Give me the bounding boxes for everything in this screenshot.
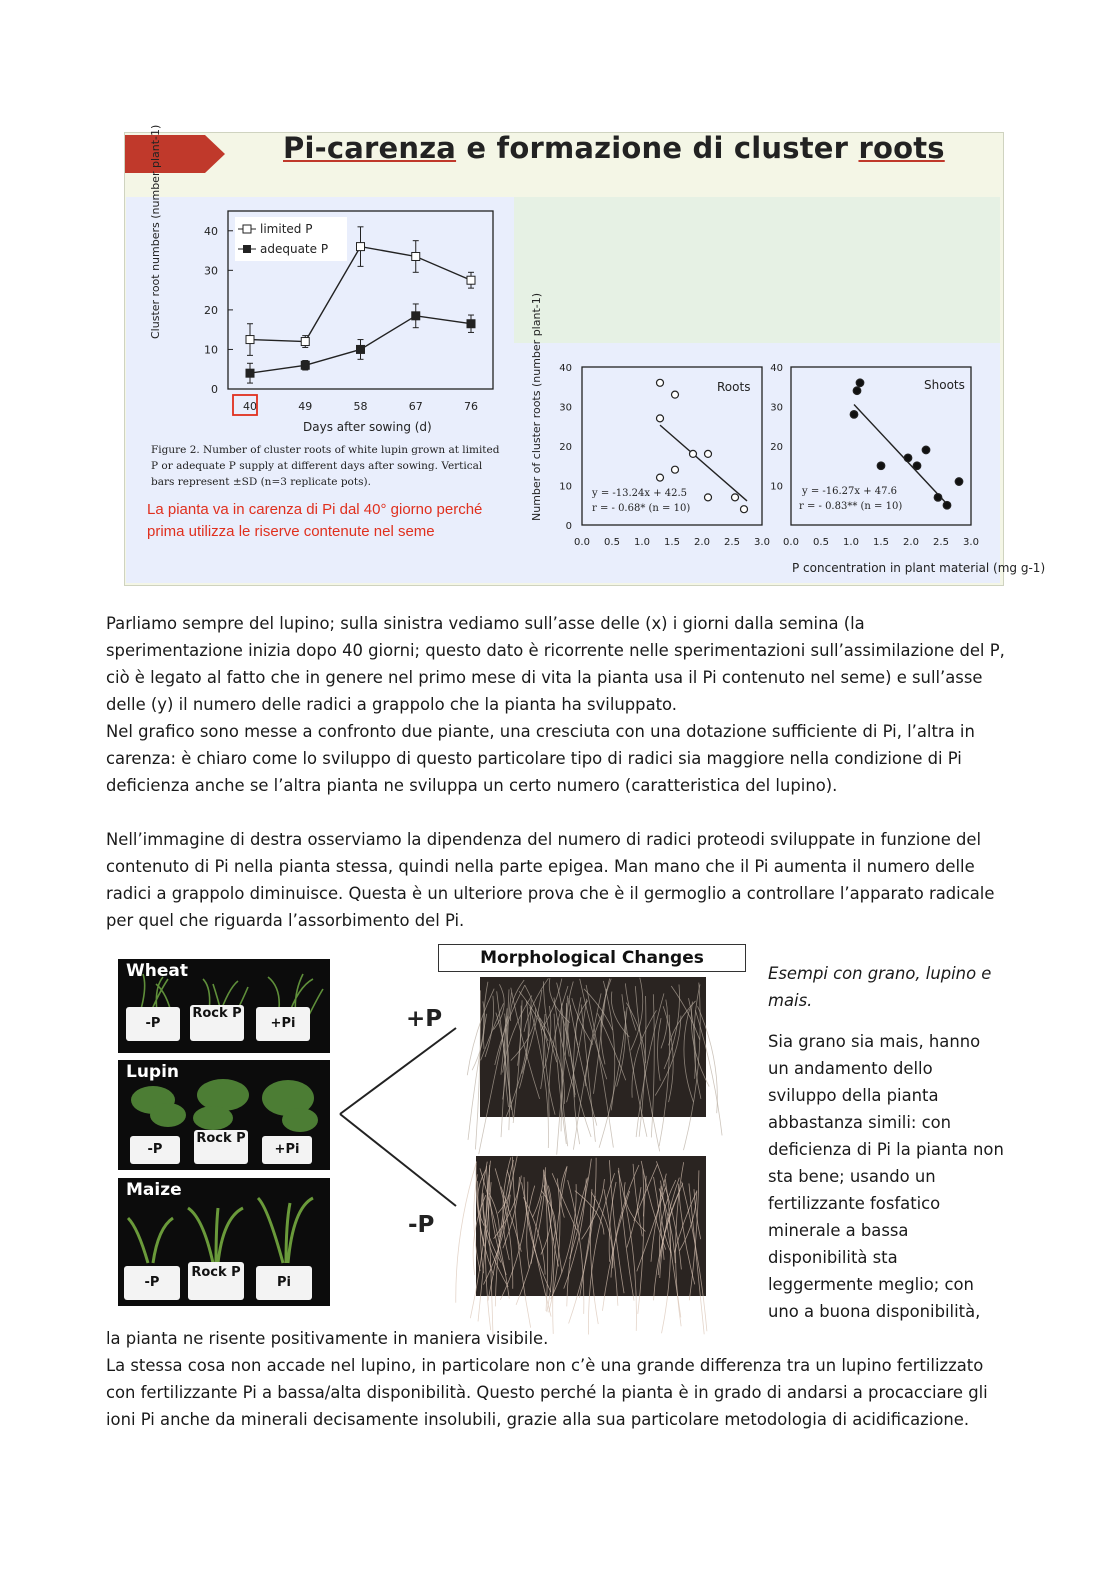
scatter-ylabel: Number of cluster roots (number plant-1) xyxy=(530,292,543,521)
wheat-pot-minus-p: -P xyxy=(126,1007,180,1041)
legend-limited-p: limited P xyxy=(260,222,313,236)
line-chart-xlabel: Days after sowing (d) xyxy=(303,420,432,434)
root-strand xyxy=(494,1176,522,1239)
paragraph-4b: La stessa cosa non accade nel lupino, in particolare non c’è una grande differenza tra un lupino fertilizzato con fertilizzante Pi a bassa/alta disponibilità. Questo perché la pianta è in grado di andarsi a procacciare gli ioni Pi anche da minerali decisamente insolubili, grazie alla sua particolare metodologia di acidificazione. xyxy=(106,1356,988,1429)
root-strand xyxy=(651,1174,666,1262)
shoots-plot-title: Shoots xyxy=(924,378,965,392)
legend-marker-adequate xyxy=(243,245,251,253)
slide-note-red: La pianta va in carenza di Pi dal 40° giorno perché prima utilizza le riserve contenute nel seme xyxy=(147,501,483,540)
maize-pot-rock-p: Rock P xyxy=(188,1262,244,1300)
shoots-point xyxy=(913,462,921,470)
root-strand xyxy=(531,1196,542,1264)
root-strand xyxy=(522,990,542,1074)
scatter-y-tick: 40 xyxy=(559,363,572,374)
root-strand xyxy=(599,1007,627,1148)
scatter-x-tick: 2.0 xyxy=(694,537,710,548)
title-pi-carenza: Pi-carenza xyxy=(283,131,457,165)
scatter-x-tick: 1.5 xyxy=(873,537,889,548)
root-strand xyxy=(663,1006,673,1102)
root-strand xyxy=(661,1000,667,1049)
wheat-pot-plus-pi: +Pi xyxy=(256,1007,310,1041)
x-tick-label: 58 xyxy=(353,400,368,413)
scatter-x-tick: 2.5 xyxy=(933,537,949,548)
limited-p-point xyxy=(412,252,420,260)
shoots-r-value: r = - 0.83** (n = 10) xyxy=(799,501,903,512)
figure-caption: Figure 2. Number of cluster roots of white lupin grown at limited P or adequate P supply at different days after sowing. Vertical bars represent ±SD (n=3 replicate pots). xyxy=(151,444,500,488)
scatter-axes xyxy=(559,363,979,548)
scatter-y-tick: 20 xyxy=(770,442,783,453)
limited-p-point xyxy=(357,243,365,251)
shoots-point xyxy=(904,454,912,462)
root-strand xyxy=(624,1182,645,1231)
shoots-point xyxy=(922,446,930,454)
lupin-photo xyxy=(118,1060,330,1170)
roots-point xyxy=(672,391,679,398)
y-tick-label: 20 xyxy=(204,303,218,317)
x-tick-label: 67 xyxy=(408,400,423,413)
scatter-x-tick: 0.0 xyxy=(574,537,590,548)
roots-point xyxy=(690,450,697,457)
scatter-y-tick: 30 xyxy=(559,402,572,414)
shoots-point xyxy=(877,462,885,470)
shoots-point xyxy=(943,501,951,509)
roots-point xyxy=(657,415,664,422)
roots-point xyxy=(732,494,739,501)
root-strand xyxy=(636,993,664,1137)
roots-equation: y = -13.24x + 42.5 xyxy=(592,488,688,499)
adequate-p-point xyxy=(246,369,254,377)
line-chart-x-ticks xyxy=(243,400,478,413)
y-tick-label: 10 xyxy=(204,343,218,357)
body-block-2 xyxy=(106,826,1006,934)
root-strand xyxy=(575,1191,604,1235)
y-tick-label: 40 xyxy=(204,224,218,238)
side-paragraph: Sia grano sia mais, hanno un andamento dello sviluppo della pianta abbastanza simili: con deficienza di Pi la pianta non sta bene; usando un fertilizzante fosfatico minerale a bassa disponibilità sta leggermente meglio; con uno a buona disponibilità, xyxy=(768,1032,1004,1321)
line-chart-ylabel: Cluster root numbers (number plant-1) xyxy=(149,124,162,339)
plus-p-label: +P xyxy=(406,1006,443,1032)
body-block-3 xyxy=(106,1325,1006,1433)
shoots-point xyxy=(850,411,858,419)
wheat-photo xyxy=(118,959,330,1053)
x-tick-label: 49 xyxy=(298,400,313,413)
limited-p-point xyxy=(246,336,254,344)
scatter-y-tick: 30 xyxy=(770,402,783,414)
paragraph-2: Nel grafico sono messe a confronto due piante, una cresciuta con una dotazione sufficiente di Pi, l’altra in carenza: è chiaro come lo sviluppo di questo particolare tipo di radici sia maggiore nella condizione di Pi deficienza anche se l’altra pianta ne sviluppa un certo numero (caratteristica del lupino). xyxy=(106,722,975,795)
scatter-x-tick: 2.5 xyxy=(724,537,740,548)
roots-point xyxy=(657,379,664,386)
scatter-y-tick: 40 xyxy=(770,363,783,374)
scatter-x-tick: 1.5 xyxy=(664,537,680,548)
root-strand xyxy=(602,1191,629,1311)
minus-p-label: -P xyxy=(408,1212,435,1238)
root-strand xyxy=(483,982,488,1049)
roots-r-value: r = - 0.68* (n = 10) xyxy=(592,503,691,514)
scatter-x-tick: 0.0 xyxy=(783,537,799,548)
scatter-charts xyxy=(514,292,1046,583)
root-strand xyxy=(625,983,636,1030)
root-strand xyxy=(695,1010,722,1135)
adequate-p-point xyxy=(301,361,309,369)
maize-label: Maize xyxy=(126,1180,182,1200)
scatter-y-tick: 10 xyxy=(770,481,783,493)
root-strand xyxy=(478,1182,491,1321)
adequate-p-point xyxy=(467,320,475,328)
root-strand xyxy=(586,985,613,1148)
scatter-x-tick: 3.0 xyxy=(754,537,770,548)
branch-lines xyxy=(334,1026,464,1226)
shoots-point xyxy=(934,494,942,502)
slide-green-panel xyxy=(514,197,1000,343)
root-strand xyxy=(557,983,564,1048)
root-strand xyxy=(485,996,493,1057)
roots-plus-p-texture xyxy=(480,977,706,1117)
scatter-y-tick: 0 xyxy=(565,521,572,532)
root-strand xyxy=(678,1184,695,1285)
lupin-label: Lupin xyxy=(126,1062,180,1082)
root-strand xyxy=(684,1009,694,1102)
scatter-x-tick: 0.5 xyxy=(813,537,829,548)
shoots-equation: y = -16.27x + 47.6 xyxy=(802,486,898,497)
scatter-xlabel: P concentration in plant material (mg g-1) xyxy=(792,561,1046,575)
lupin-pot-rock-p: Rock P xyxy=(194,1130,248,1164)
title-middle: e formazione di cluster xyxy=(456,131,859,165)
scatter-x-tick: 2.0 xyxy=(903,537,919,548)
maize-photo xyxy=(118,1178,330,1306)
y-tick-label: 30 xyxy=(204,264,218,278)
scatter-x-tick: 0.5 xyxy=(604,537,620,548)
root-strand xyxy=(619,1168,634,1301)
root-strand xyxy=(566,1003,591,1137)
y-tick-label: 0 xyxy=(211,383,218,396)
roots-point xyxy=(705,450,712,457)
root-strand xyxy=(475,990,480,1149)
body-block-1 xyxy=(106,610,1006,799)
root-strand xyxy=(604,1189,618,1305)
shoots-point xyxy=(955,478,963,486)
roots-point xyxy=(741,506,748,513)
x-tick-label: 40 xyxy=(243,400,257,413)
roots-point xyxy=(705,494,712,501)
roots-point xyxy=(672,466,679,473)
paragraph-3: Nell’immagine di destra osserviamo la dipendenza del numero di radici proteodi sviluppate in funzione del contenuto di Pi nella pianta stessa, quindi nella parte epigea. Man mano che il Pi aumenta il numero delle radici a grappolo diminuisce. Questa è un ulteriore prova che è il germoglio a controllare l’apparato radicale per quel che riguarda l’assorbimento del Pi. xyxy=(106,830,995,930)
root-strand xyxy=(659,1015,669,1147)
title-roots: roots xyxy=(858,131,945,165)
scatter-x-tick: 1.0 xyxy=(843,537,859,548)
maize-pot-minus-p: -P xyxy=(124,1266,180,1300)
slide-figure xyxy=(124,124,1046,586)
paragraph-4a: la pianta ne risente positivamente in maniera visibile. xyxy=(106,1329,549,1348)
adequate-p-point xyxy=(357,345,365,353)
limited-p-point xyxy=(467,276,475,284)
legend-adequate-p: adequate P xyxy=(260,242,329,256)
wheat-label: Wheat xyxy=(126,961,188,981)
morphological-changes-title: Morphological Changes xyxy=(438,944,746,972)
roots-minus-p-texture xyxy=(476,1156,706,1296)
scatter-y-tick: 10 xyxy=(559,481,572,493)
scatter-y-tick: 20 xyxy=(559,442,572,453)
legend-marker-limited xyxy=(243,225,251,233)
x-tick-label: 76 xyxy=(464,400,478,413)
roots-plus-p-photo xyxy=(480,977,706,1117)
line-chart-legend xyxy=(235,217,347,261)
slide-arrow-shape xyxy=(125,135,225,173)
root-strand xyxy=(561,1166,568,1218)
shoots-point xyxy=(853,387,861,395)
lupin-pot-minus-p: -P xyxy=(130,1136,180,1164)
paragraph-1: Parliamo sempre del lupino; sulla sinistra vediamo sull’asse delle (x) i giorni dalla semina (la sperimentazione inizia dopo 40 giorni; questo dato è ricorrente nelle sperimentazioni sull’assimilazione del P, ciò è legato al fatto che in genere nel primo mese di vita la pianta usa il Pi contenuto nel seme) e sull’asse delle (y) il numero delle radici a grappolo che la pianta ha sviluppato. xyxy=(106,614,1005,714)
slide-title xyxy=(283,131,945,165)
maize-pot-pi: Pi xyxy=(256,1266,312,1300)
lupin-pot-plus-pi: +Pi xyxy=(262,1136,312,1164)
root-strand xyxy=(549,986,568,1117)
wheat-pot-rock-p: Rock P xyxy=(190,1005,244,1041)
scatter-x-tick: 1.0 xyxy=(634,537,650,548)
scatter-x-tick: 3.0 xyxy=(963,537,979,548)
root-strand xyxy=(658,1018,661,1081)
side-italic-note: Esempi con grano, lupino e mais. xyxy=(768,964,992,1010)
roots-minus-p-photo xyxy=(476,1156,706,1296)
root-strand xyxy=(689,1183,704,1334)
shoots-point xyxy=(856,379,864,387)
limited-p-point xyxy=(301,338,309,346)
roots-point xyxy=(657,474,664,481)
adequate-p-point xyxy=(412,312,420,320)
roots-plot-title: Roots xyxy=(717,380,751,394)
